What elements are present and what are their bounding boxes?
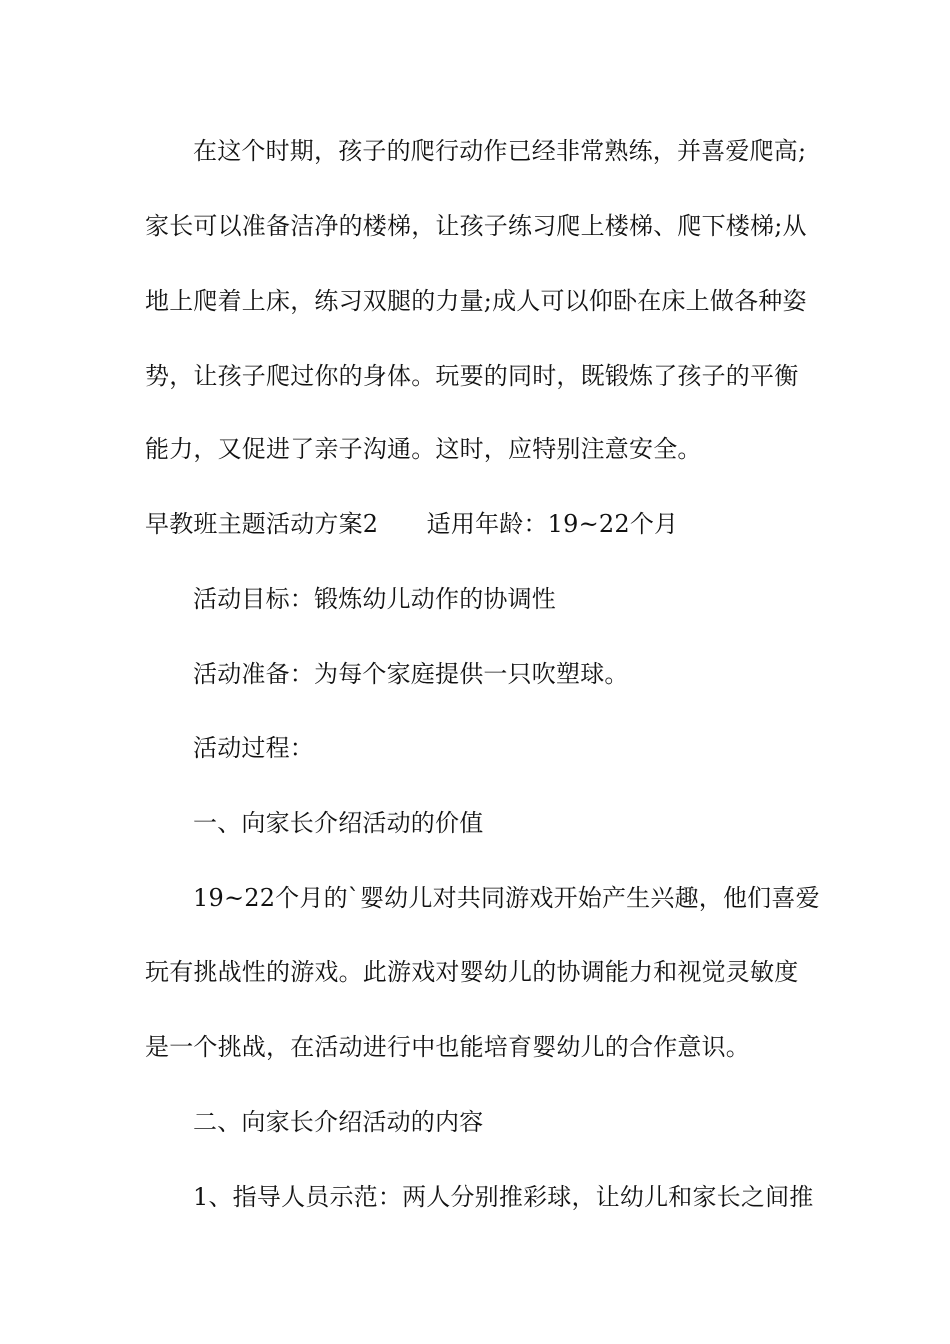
paragraph-line: 玩有挑战性的游戏。此游戏对婴幼儿的协调能力和视觉灵敏度 bbox=[145, 958, 799, 986]
paragraph-line: 地上爬着上床，练习双腿的力量;成人可以仰卧在床上做各种姿 bbox=[145, 287, 807, 315]
paragraph-line: 是一个挑战，在活动进行中也能培育婴幼儿的合作意识。 bbox=[145, 1033, 750, 1061]
activity-preparation: 活动准备：为每个家庭提供一只吹塑球。 bbox=[193, 660, 629, 688]
activity-goal: 活动目标：锻炼幼儿动作的协调性 bbox=[193, 585, 556, 613]
paragraph-line: 势，让孩子爬过你的身体。玩要的同时，既锻炼了孩子的平衡 bbox=[145, 362, 799, 390]
paragraph-line: 能力，又促进了亲子沟通。这时，应特别注意安全。 bbox=[145, 435, 702, 463]
subsection-heading: 二、向家长介绍活动的内容 bbox=[193, 1108, 484, 1136]
subsection-heading: 一、向家长介绍活动的价值 bbox=[193, 809, 484, 837]
paragraph-line: 1、指导人员示范：两人分别推彩球，让幼儿和家长之间推 bbox=[193, 1183, 814, 1211]
activity-process-heading: 活动过程： bbox=[193, 734, 314, 762]
paragraph-line: 在这个时期，孩子的爬行动作已经非常熟练，并喜爱爬高; bbox=[193, 137, 807, 165]
section-title: 早教班主题活动方案2 适用年龄：19~22个月 bbox=[145, 510, 679, 538]
paragraph-line: 家长可以准备洁净的楼梯，让孩子练习爬上楼梯、爬下楼梯;从 bbox=[145, 212, 807, 240]
paragraph-line: 19~22个月的`婴幼儿对共同游戏开始产生兴趣，他们喜爱 bbox=[193, 884, 820, 912]
